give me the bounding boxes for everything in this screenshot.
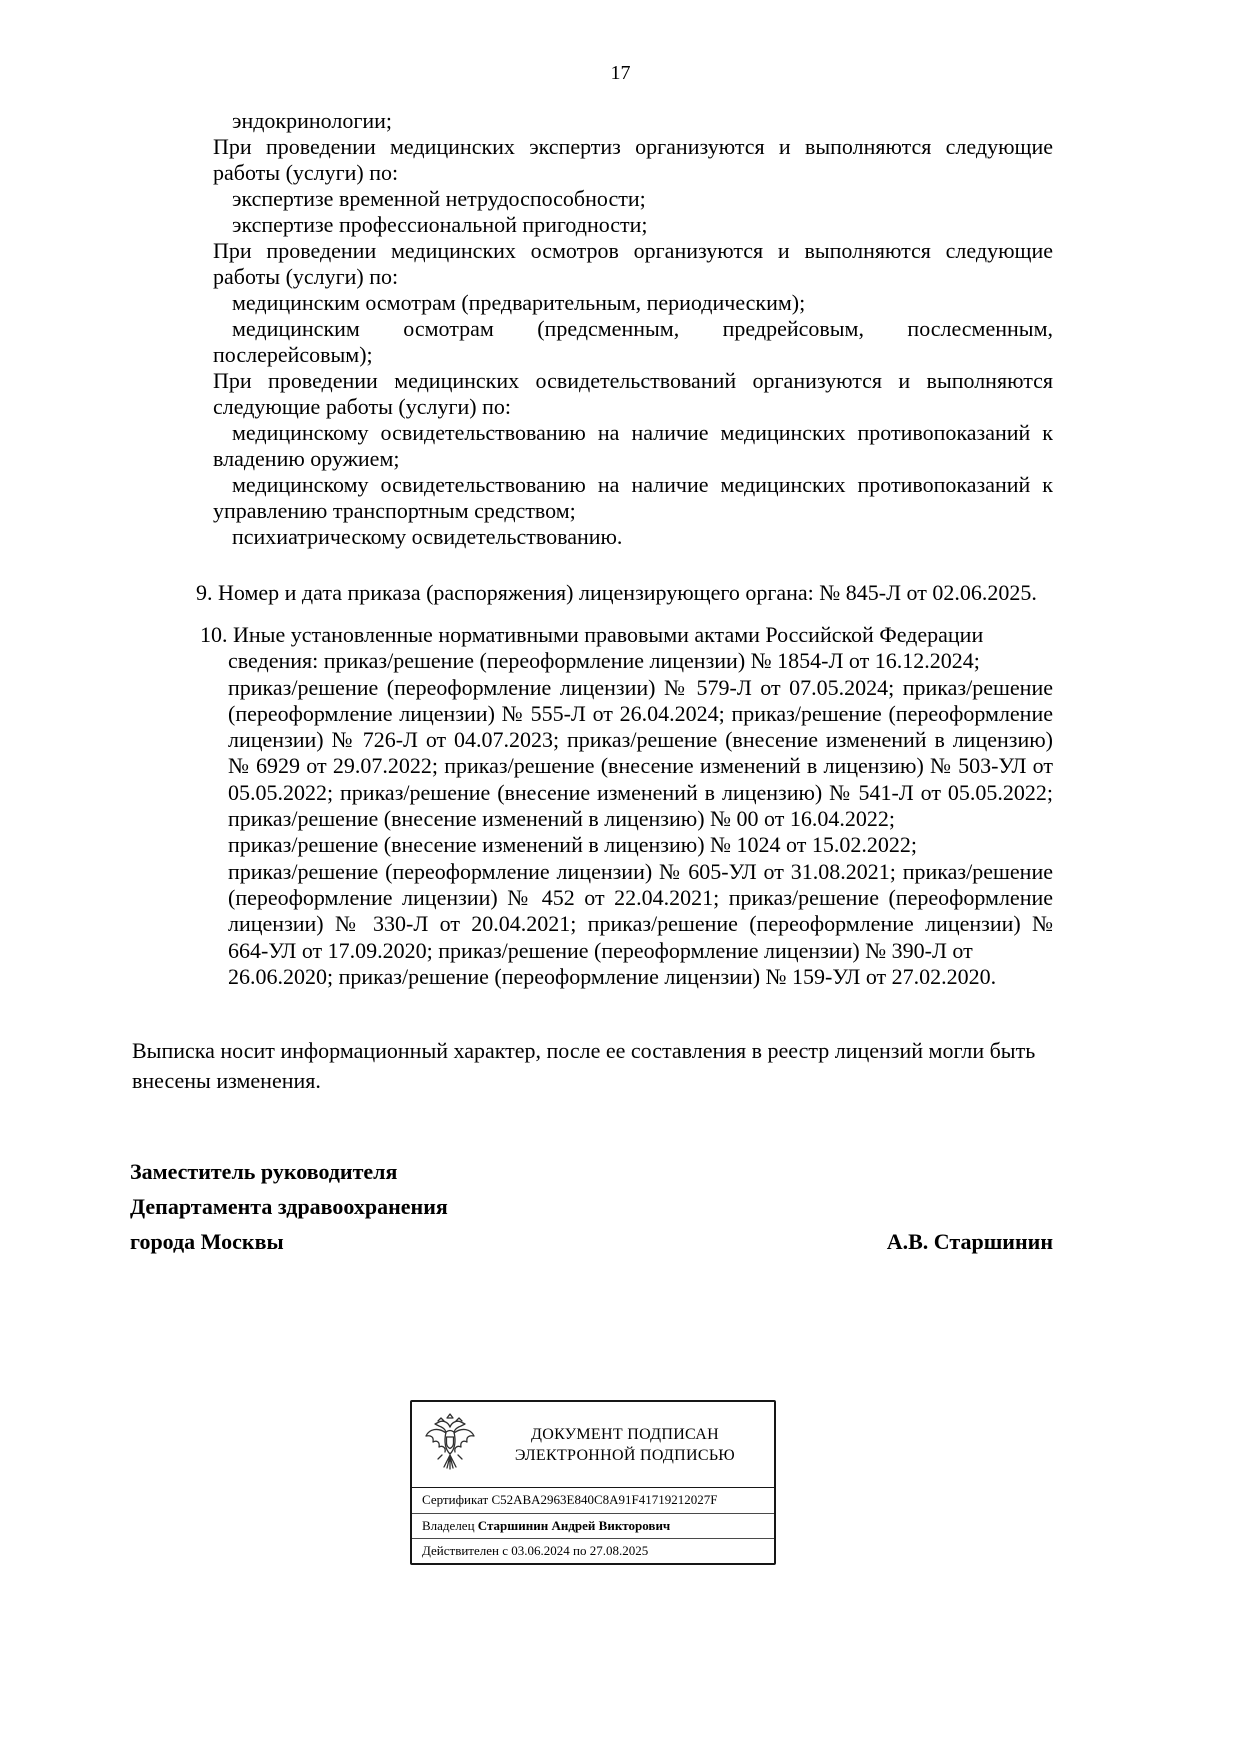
item-10-line: приказ/решение (переоформление лицензии) № 605-УЛ от 31.08.2021; приказ/решение — [228, 858, 1053, 884]
owner-row — [412, 1513, 774, 1538]
coat-of-arms-icon — [412, 1411, 482, 1478]
works-paragraph: При проведении медицинских освидетельствований организуются и выполняются следующие работы (услуги) по: — [213, 368, 1053, 419]
works-paragraph: медицинскому освидетельствованию на наличие медицинских противопоказаний к владению оружием; — [213, 420, 1053, 471]
owner-name: Старшинин Андрей Викторович — [477, 1518, 671, 1533]
item-10-line: приказ/решение (переоформление лицензии) № 579-Л от 07.05.2024; приказ/решение — [228, 674, 1053, 700]
item-10-line: 26.06.2020; приказ/решение (переоформление лицензии) № 159-УЛ от 27.02.2020. — [228, 963, 997, 989]
item-10-line: лицензии) № 726-Л от 04.07.2023; приказ/решение (внесение изменений в лицензию) — [228, 727, 1053, 753]
works-paragraph: экспертизе профессиональной пригодности; — [232, 212, 648, 237]
works-paragraph: При проведении медицинских осмотров организуются и выполняются следующие работы (услуги) по: — [213, 238, 1053, 289]
page-number: 17 — [610, 62, 631, 84]
item-10-line: (переоформление лицензии) № 452 от 22.04.2021; приказ/решение (переоформление — [228, 884, 1053, 910]
works-paragraph: эндокринологии; — [232, 108, 393, 133]
signer-position-line3: города Москвы — [130, 1229, 284, 1255]
signature-block — [130, 1154, 1053, 1259]
works-paragraph: психиатрическому освидетельствованию. — [232, 524, 623, 549]
works-paragraph: медицинским осмотрам (предсменным, предрейсовым, послесменным, послерейсовым); — [213, 316, 1053, 367]
item-10-line: 10. Иные установленные нормативными правовыми актами Российской Федерации — [200, 622, 984, 647]
owner-label: Владелец — [422, 1518, 475, 1533]
certificate-value: C52ABA2963E840C8A91F41719212027F — [491, 1492, 718, 1507]
item-10-line: 05.05.2022; приказ/решение (внесение изменений в лицензию) № 541-Л от 05.05.2022; — [228, 779, 1053, 805]
certificate-label: Сертификат — [422, 1492, 489, 1507]
disclaimer-note: Выписка носит информационный характер, после ее составления в реестр лицензий могли быть внесены изменения. — [132, 1038, 1036, 1094]
item-10-line: приказ/решение (внесение изменений в лицензию) № 1024 от 15.02.2022; — [228, 832, 917, 858]
license-works-section — [213, 108, 1053, 550]
works-paragraph: экспертизе временной нетрудоспособности; — [232, 186, 646, 211]
works-paragraph: медицинскому освидетельствованию на наличие медицинских противопоказаний к управлению транспортным средством; — [213, 472, 1053, 523]
stamp-title-line2: ЭЛЕКТРОННОЙ ПОДПИСЬЮ — [514, 1446, 736, 1464]
validity-row: Действителен с 03.06.2024 по 27.08.2025 — [412, 1538, 774, 1563]
item-10-other-info — [200, 622, 1053, 990]
digital-signature-stamp — [410, 1400, 776, 1565]
signer-position-line1: Заместитель руководителя — [130, 1159, 398, 1185]
works-paragraph: медицинским осмотрам (предварительным, периодическим); — [232, 290, 806, 315]
item-10-line: лицензии) № 330-Л от 20.04.2021; приказ/решение (переоформление лицензии) № — [228, 911, 1053, 937]
stamp-header — [412, 1402, 774, 1488]
certificate-row — [412, 1488, 774, 1513]
signer-position-line2: Департамента здравоохранения — [130, 1194, 448, 1220]
item-10-line: приказ/решение (внесение изменений в лицензию) № 00 от 16.04.2022; — [228, 806, 895, 832]
item-10-line: № 6929 от 29.07.2022; приказ/решение (внесение изменений в лицензию) № 503-УЛ от — [228, 753, 1053, 779]
item-10-line: 664-УЛ от 17.09.2020; приказ/решение (переоформление лицензии) № 390-Л от — [228, 937, 973, 963]
item-10-line: (переоформление лицензии) № 555-Л от 26.04.2024; приказ/решение (переоформление — [228, 700, 1053, 726]
works-paragraph: При проведении медицинских экспертиз организуются и выполняются следующие работы (услуги) по: — [213, 134, 1053, 185]
stamp-title-line1: ДОКУМЕНТ ПОДПИСАН — [531, 1425, 719, 1443]
item-10-line: сведения: приказ/решение (переоформление лицензии) № 1854-Л от 16.12.2024; — [228, 648, 980, 674]
item-9-order-number: 9. Номер и дата приказа (распоряжения) лицензирующего органа: № 845-Л от 02.06.2025. — [196, 580, 1037, 605]
stamp-title — [482, 1424, 774, 1466]
signer-name: А.В. Старшинин — [886, 1229, 1053, 1255]
